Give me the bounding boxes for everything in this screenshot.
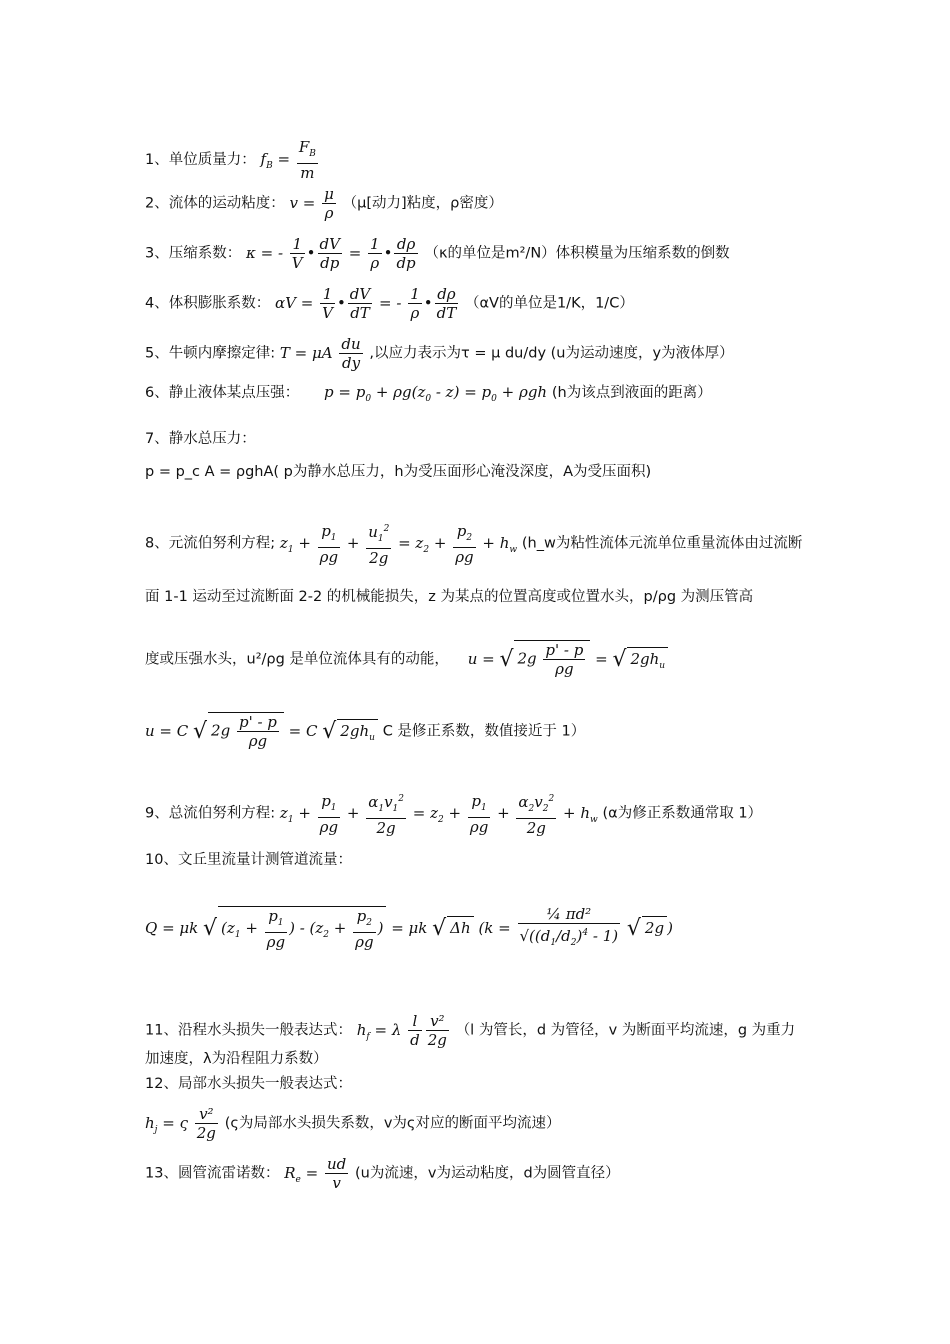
formula-line-2 (145, 185, 825, 222)
item-note: （αV的单位是1/K，1/C） (464, 295, 634, 312)
text-line (145, 585, 825, 608)
formula: $f_B$ = $\frac{F_B}{m}$ (260, 138, 316, 182)
item-note: 度或压强水头，u²/ρg 是单位流体具有的动能， (145, 651, 449, 668)
formula: $R_e$ = $\frac{ud}{v}$ (284, 1155, 347, 1192)
formula: $h_f = \lambda$ $\frac{l}{d}$ $\frac{\text{v²}}{2g}$ (356, 1012, 447, 1049)
item-label: 8、元流伯努利方程; (145, 535, 276, 552)
item-note: 加速度，λ为沿程阻力系数） (145, 1051, 328, 1067)
item-label: 11、沿程水头损失一般表达式： (145, 1022, 352, 1039)
formula-line-12 (145, 1072, 825, 1095)
formula-line-10 (145, 848, 825, 871)
formula: $h_j = \varsigma$ $\frac{\text{v²}}{2g}$ (145, 1105, 216, 1142)
item-note: （κ的单位是m²/N）体积模量为压缩系数的倒数 (424, 245, 730, 262)
item-label: 4、体积膨胀系数： (145, 295, 271, 312)
formula-line-4 (145, 285, 825, 322)
formula-line-7-body (145, 460, 825, 483)
formula: αV = $\frac{1}{V}$ • $\frac{dV}{dT}$ = - $\frac{1}{\rho}$ • $\frac{d\rho}{dT}$ (275, 285, 457, 322)
item-label: 1、单位质量力： (145, 152, 256, 168)
formula-line-9 (145, 790, 825, 837)
item-label: 9、总流伯努利方程: (145, 805, 276, 822)
formula: u = √ 2g $\frac{p' - p}{\rho g}$ = √ $2gh_u$ (468, 650, 668, 668)
item-note: （l 为管长，d 为管径，v 为断面平均流速，g 为重力 (455, 1022, 796, 1039)
formula: u = C √ 2g $\frac{p' - p}{\rho g}$ = C √ $2gh_u$ (145, 722, 378, 740)
item-note: p = p_c A = ρghA( p为静水总压力，h为受压面形心淹没深度，A为受压面积) (145, 464, 652, 480)
item-label: 12、局部水头损失一般表达式： (145, 1076, 352, 1092)
text-line (145, 640, 825, 678)
formula-line-11 (145, 1012, 825, 1049)
item-note: (ς为局部水头损失系数，v为ς对应的断面平均流速） (224, 1115, 561, 1132)
formula-line-3 (145, 235, 825, 272)
item-label: 5、牛顿内摩擦定律: (145, 345, 276, 362)
formula-line-12-body (145, 1105, 825, 1142)
formula: T = μA $\frac{du}{dy}$ (279, 335, 361, 372)
item-label: 10、文丘里流量计测管道流量： (145, 852, 352, 868)
formula-line-7 (145, 427, 825, 450)
formula-line-8b (145, 712, 825, 750)
item-label: 13、圆管流雷诺数： (145, 1165, 280, 1182)
formula-line-13 (145, 1155, 825, 1192)
text-line (145, 1047, 825, 1070)
formula-line-8 (145, 520, 825, 567)
formula-line-10-body (145, 905, 825, 952)
item-note: （μ[动力]粘度，ρ密度） (342, 195, 503, 212)
formula-line-5 (145, 335, 825, 372)
formula-line-6 (145, 381, 825, 410)
item-note: C 是修正系数，数值接近于 1） (382, 723, 586, 740)
formula: v = $\frac{\mu}{\rho}$ (289, 185, 334, 222)
formula: Q = μk √ ($z_1$ + $\frac{p_1}{\rho g}$ ) - ($z_2$ + $\frac{p_2}{\rho g}$ ) = μk √ Δh (k = $\frac{\text{¼ πd²}}{√((d_1/d_2)^4 - 1)}$ √ 2g ) (145, 905, 673, 951)
item-note: ,以应力表示为τ = μ du/dy (u为运动速度，y为液体厚） (369, 345, 734, 362)
formula: $p = p_0 + \rho g(z_0 - z) = p_0 + \rho gh$ (324, 383, 548, 404)
item-label: 3、压缩系数： (145, 245, 242, 262)
formula: $z_1$ + $\frac{p_1}{\rho g}$ + $\frac{u_1^2}{2g}$ = $z_2$ + $\frac{p_2}{\rho g}$ + $h_w$ (279, 521, 518, 567)
formula-line-1 (145, 138, 825, 182)
item-note: (α为修正系数通常取 1） (602, 805, 763, 822)
item-note: (h为该点到液面的距离） (551, 385, 712, 401)
item-label: 6、静止液体某点压强： (145, 385, 300, 401)
item-note: 面 1-1 运动至过流断面 2-2 的机械能损失，z 为某点的位置高度或位置水头，p/ρg 为测压管高 (145, 589, 754, 605)
item-note: (h_w为粘性流体元流单位重量流体由过流断 (521, 535, 803, 552)
formula: κ = - $\frac{1}{V}$ • $\frac{dV}{dp}$ = $\frac{1}{\rho}$ • $\frac{d\rho}{dp}$ (246, 235, 416, 272)
formula: $z_1$ + $\frac{p_1}{\rho g}$ + $\frac{\alpha_1v_1^2}{2g}$ = $z_2$ + $\frac{p_1}{\rho g}$ + $\frac{\alpha_2v_2^2}{2g}$ + $h_w$ (279, 791, 598, 837)
item-label: 2、流体的运动粘度： (145, 195, 285, 212)
item-note: (u为流速，v为运动粘度，d为圆管直径） (355, 1165, 620, 1182)
item-label: 7、静水总压力： (145, 431, 256, 447)
